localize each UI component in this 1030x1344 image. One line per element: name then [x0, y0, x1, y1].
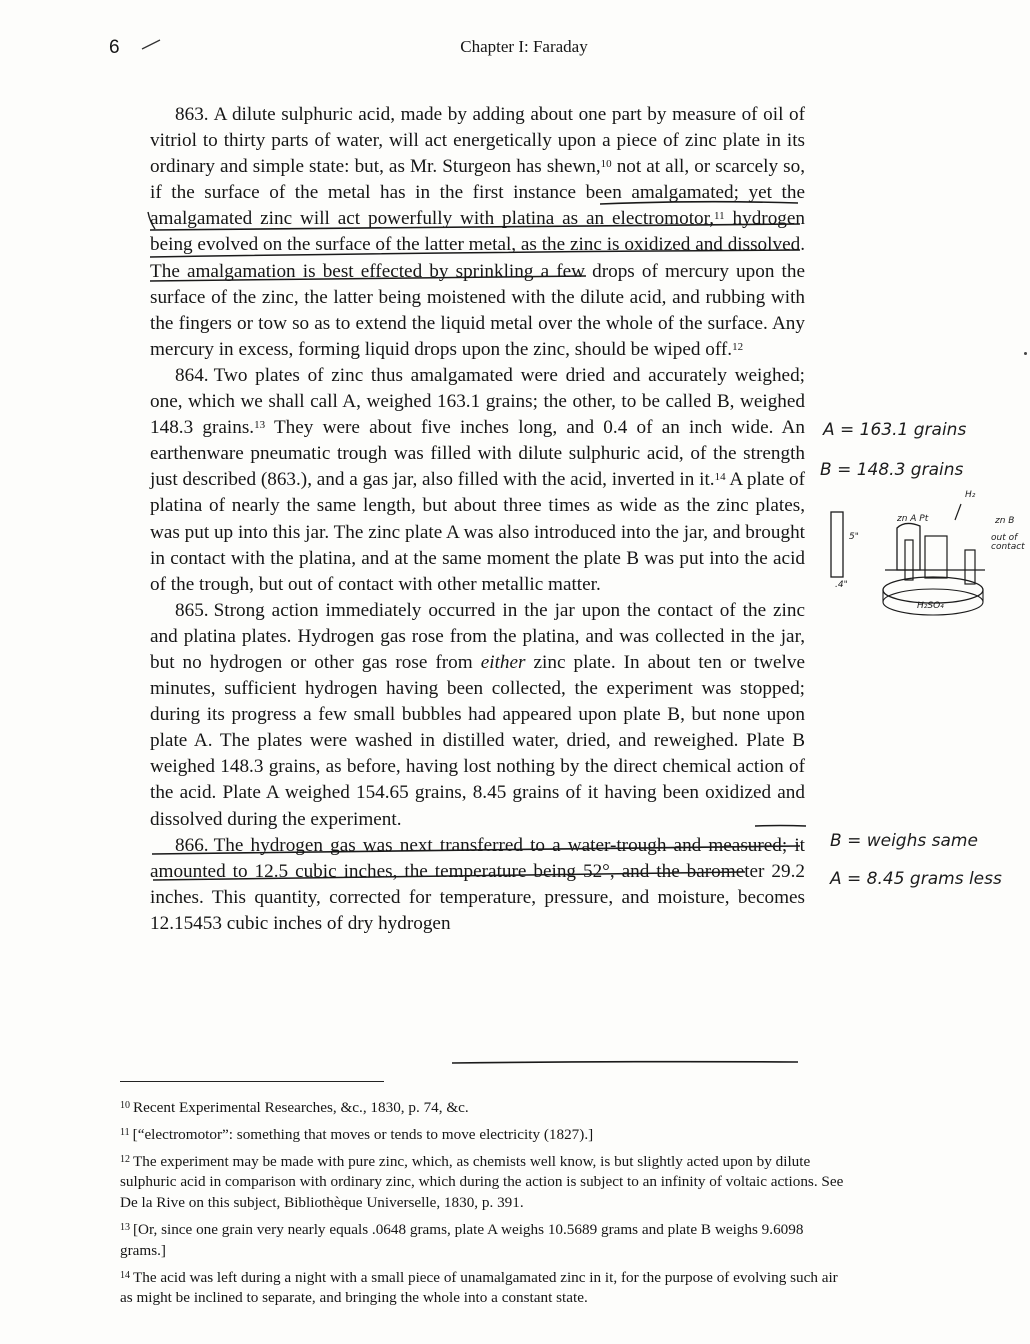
footnote-13: $^{13}$ [Or, since one grain very nearly equals .0648 grams, plate A weighs 10.5689 grams and plate B weighs 9.6098 grams.]	[120, 1220, 804, 1259]
sketch-label-zn-a-pt: zn A Pt	[897, 514, 929, 524]
footnote-reference: 12	[732, 340, 744, 353]
margin-note-a-less: A = 8.45 grams less	[830, 869, 1002, 889]
paragraph-number: 866.	[175, 834, 209, 856]
margin-note-b-same: B = weighs same	[830, 831, 978, 851]
margin-note-weight-a: A = 163.1 grains	[823, 420, 967, 440]
paragraph-text: A plate of platina of nearly the same length, but about three times as wide as the zinc plates, was put up into this jar. The zinc plate A was also introduced into the jar, and brought in contact with the platina, and at the same moment the plate B was put into the acid of the trough, but out of contact with other metallic matter.	[150, 469, 805, 595]
sketch-label-five-inch: 5"	[849, 532, 859, 542]
sketch-label-h2-top: H₂	[965, 490, 976, 500]
footnote-14: $^{14}$ The acid was left during a night with a small piece of unamalgamated zinc in it, for the purpose of evolving such air as might be inclined to separate, and bringing the whole into a constant state.	[120, 1268, 838, 1307]
page-header	[0, 37, 1030, 61]
footnote-reference: 13	[254, 419, 266, 432]
paragraph-number: 865.	[175, 599, 209, 621]
apparatus-sketch	[825, 490, 1030, 645]
paragraph-text: zinc plate. In about ten or twelve minutes, sufficient hydrogen having been collected, the experiment was stopped; during its progress a few small bubbles had appeared upon plate B, but none upon plate A. The plates were washed in distilled water, dried, and reweighed. Plate B weighed 148.3 grains, as before, having lost nothing by the direct chemical action of the acid. Plate A weighed 154.65 grains, 8.45 grains of it having been oxidized and dissolved during the experiment.	[150, 651, 805, 830]
paragraph-865	[150, 598, 805, 833]
paragraph-864	[150, 363, 805, 598]
sketch-label-out-of-contact: out of contact	[991, 533, 1025, 552]
sketch-label-zn-b: zn B	[995, 516, 1015, 526]
paragraph-text: They were about five inches long, and 0.4 of an inch wide. An earthenware pneumatic trough was filled with dilute sulphuric acid, of the strength just described (863.), and a gas jar, also filled with the acid, inverted in it.	[150, 417, 805, 491]
edge-speck	[1024, 352, 1027, 355]
paragraph-text: not at all, or scarcely so, if the surface of the metal has in the first instance been amalgamated; yet the amalgamated zinc will act powerfully with platina as an electromotor,	[150, 156, 805, 230]
paragraph-text: Strong action immediately occurred in the jar upon the contact of the zinc and platina plates. Hydrogen gas rose from the platina, and was collected in the jar, but no hydrogen or other gas rose from	[150, 599, 805, 673]
sketch-label-h2so4: H₂SO₄	[917, 601, 944, 611]
paragraph-866	[150, 833, 805, 937]
paragraph-number: 864.	[175, 364, 209, 386]
footnote-11: $^{11}$ [“electromotor”: something that moves or tends to move electricity (1827).]	[120, 1125, 594, 1143]
footnote-12: $^{12}$ The experiment may be made with pure zinc, which, as chemists well know, is but slightly acted upon by dilute sulphuric acid in comparison with ordinary zinc, which during the action is subject to an infinity of voltaic actions. See De la Rive on this subject, Bibliothèque Universelle, 1830, p. 391.	[120, 1152, 844, 1212]
paragraph-text: Two plates of zinc thus amalgamated were dried and accurately weighed; one, which we shall call A, weighed 163.1 grains; the other, to be called B, weighed 148.3 grains.	[150, 364, 805, 439]
trough-diagram-icon	[825, 490, 1030, 640]
paragraph-text: A dilute sulphuric acid, made by adding about one part by measure of oil of vitriol to thirty parts of water, will act energetically upon a piece of zinc plate in its ordinary and simple state: but, as Mr. Sturgeon has shewn,	[150, 104, 805, 178]
footnote-reference: 14	[714, 471, 726, 484]
chapter-title: Chapter I: Faraday	[460, 37, 588, 56]
margin-note-weight-b: B = 148.3 grains	[820, 460, 964, 480]
paragraph-text: The hydrogen gas was next transferred to a water-trough and measured; it amounted to 12.5 cubic inches, the temperature being 52°, and the barometer 29.2 inches. This quantity, corrected for temperature, pressure, and moisture, becomes 12.15453 cubic inches of dry hydrogen	[150, 834, 805, 934]
footnotes	[120, 1098, 850, 1315]
footnote-reference: 10	[600, 158, 612, 171]
page-number: 6	[109, 37, 120, 58]
footnote-reference: 11	[714, 210, 725, 223]
paragraph-text: hydrogen being evolved on the surface of the latter metal, as the zinc is oxidized and dissolved. The amalgamation is best effected by sprinkling a few drops of mercury upon the surface of the zinc, the latter being moistened with the dilute acid, and rubbing with the fingers or tow so as to extend the liquid metal over the whole of the surface. Any mercury in excess, forming liquid drops upon the zinc, should be wiped off.	[150, 208, 805, 360]
paragraph-number: 863.	[175, 104, 209, 125]
body-text	[150, 102, 805, 937]
footnote-divider	[120, 1081, 384, 1082]
paragraph-863	[150, 102, 805, 363]
sketch-label-point-four: .4"	[835, 580, 848, 590]
footnote-10: $^{10}$ Recent Experimental Researches, &c., 1830, p. 74, &c.	[120, 1099, 469, 1116]
emphasis-text: either	[480, 651, 526, 673]
